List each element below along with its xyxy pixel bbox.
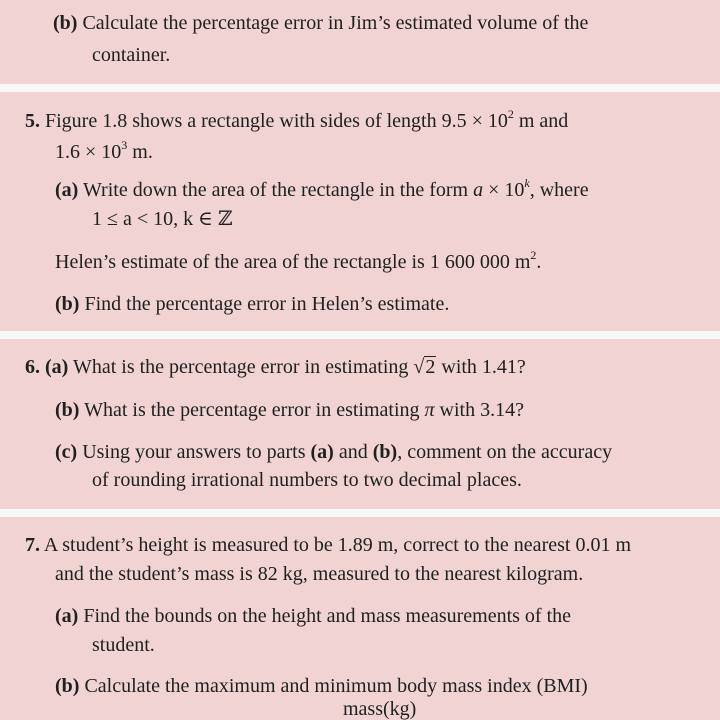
q7-intro-line1 <box>25 532 631 558</box>
q6-part-b-label: (b) <box>55 399 80 421</box>
q6-part-b-pre: What is the percentage error in estimating <box>84 399 425 421</box>
q5-part-a-line2: 1 ≤ a < 10, k ∈ ℤ <box>92 208 233 230</box>
q5-text-b: m and <box>513 110 569 132</box>
q6-part-c-text-c: , comment on the accuracy <box>397 441 613 463</box>
q7-part-a-label: (a) <box>55 605 79 627</box>
q7-text-line1: A student’s height is measured to be 1.89 m, correct to the nearest 0.01 m <box>43 534 631 556</box>
q7-intro-line2: and the student’s mass is 82 kg, measured to the nearest kilogram. <box>55 563 584 585</box>
section-divider <box>0 331 720 339</box>
bmi-fraction-numerator: mass(kg) <box>343 698 417 720</box>
q5-part-a-text-c: , where <box>529 179 589 201</box>
q5-part-b-text: Find the percentage error in Helen’s estimate. <box>84 293 450 315</box>
q4-part-b-line2: container. <box>92 44 171 66</box>
q6-part-c-label: (c) <box>55 441 78 463</box>
q5-part-b <box>55 291 449 317</box>
q6-part-b-post: with 3.14? <box>434 399 524 421</box>
q5-part-a-text-a: Write down the area of the rectangle in the form <box>82 179 474 201</box>
q6-number: 6. <box>25 356 40 378</box>
q5-intro-line2 <box>55 139 153 165</box>
q6-part-a <box>25 354 526 380</box>
section-divider <box>0 84 720 92</box>
q5-helen-text: Helen’s estimate of the area of the rectangle is 1 600 000 m <box>55 251 531 273</box>
q5-part-a-text-b: × 10 <box>483 179 525 201</box>
q6-sqrt-value: 2 <box>425 356 436 378</box>
section-divider <box>0 509 720 517</box>
q6-part-c-text-a: Using your answers to parts <box>82 441 311 463</box>
q7-part-a-line2: student. <box>92 634 155 656</box>
q5-part-a-line1 <box>55 177 589 203</box>
q6-part-c-ref-a: (a) <box>310 441 334 463</box>
q7-part-b-text: Calculate the maximum and minimum body mass index (BMI) <box>84 675 588 697</box>
q5-text-a: Figure 1.8 shows a rectangle with sides of length 9.5 × 10 <box>45 110 508 132</box>
q7-part-b-line1 <box>55 673 588 699</box>
sqrt-icon: √ <box>413 356 425 378</box>
q5-number: 5. <box>25 110 40 132</box>
q5-helen-estimate <box>55 249 541 275</box>
q6-part-a-pre: What is the percentage error in estimating <box>72 356 414 378</box>
q7-part-b-label: (b) <box>55 675 80 697</box>
q4-part-b-line1 <box>53 10 588 36</box>
q6-part-c-text-b: and <box>333 441 373 463</box>
q7-part-a-line1 <box>55 603 571 629</box>
q5-part-a-label: (a) <box>55 179 79 201</box>
q4-part-b-text: Calculate the percentage error in Jim’s estimated volume of the <box>82 12 589 34</box>
q5-intro-line1 <box>25 108 568 134</box>
q5-exp1: 2 <box>507 107 514 122</box>
q6-part-c-line1 <box>55 439 612 465</box>
q6-part-c-ref-b: (b) <box>372 441 398 463</box>
q6-part-b <box>55 397 524 423</box>
q7-number: 7. <box>25 534 40 556</box>
q6-part-a-post: with 1.41? <box>436 356 526 378</box>
q6-part-a-label: (a) <box>45 356 69 378</box>
q6-part-c-line2: of rounding irrational numbers to two decimal places. <box>92 469 522 491</box>
q5-helen-exp: 2 <box>530 248 537 263</box>
q6-pi-symbol: π <box>424 399 435 421</box>
q5-line2-b: m. <box>127 141 153 163</box>
q5-exp2: 3 <box>121 138 128 153</box>
q5-part-a-var: a <box>473 179 484 201</box>
q5-part-a-exp: k <box>524 176 530 191</box>
q7-part-a-text: Find the bounds on the height and mass measurements of the <box>83 605 572 627</box>
q4-part-b-label: (b) <box>53 12 78 34</box>
q5-line2-a: 1.6 × 10 <box>55 141 122 163</box>
q5-helen-end: . <box>536 251 542 273</box>
q5-part-b-label: (b) <box>55 293 80 315</box>
